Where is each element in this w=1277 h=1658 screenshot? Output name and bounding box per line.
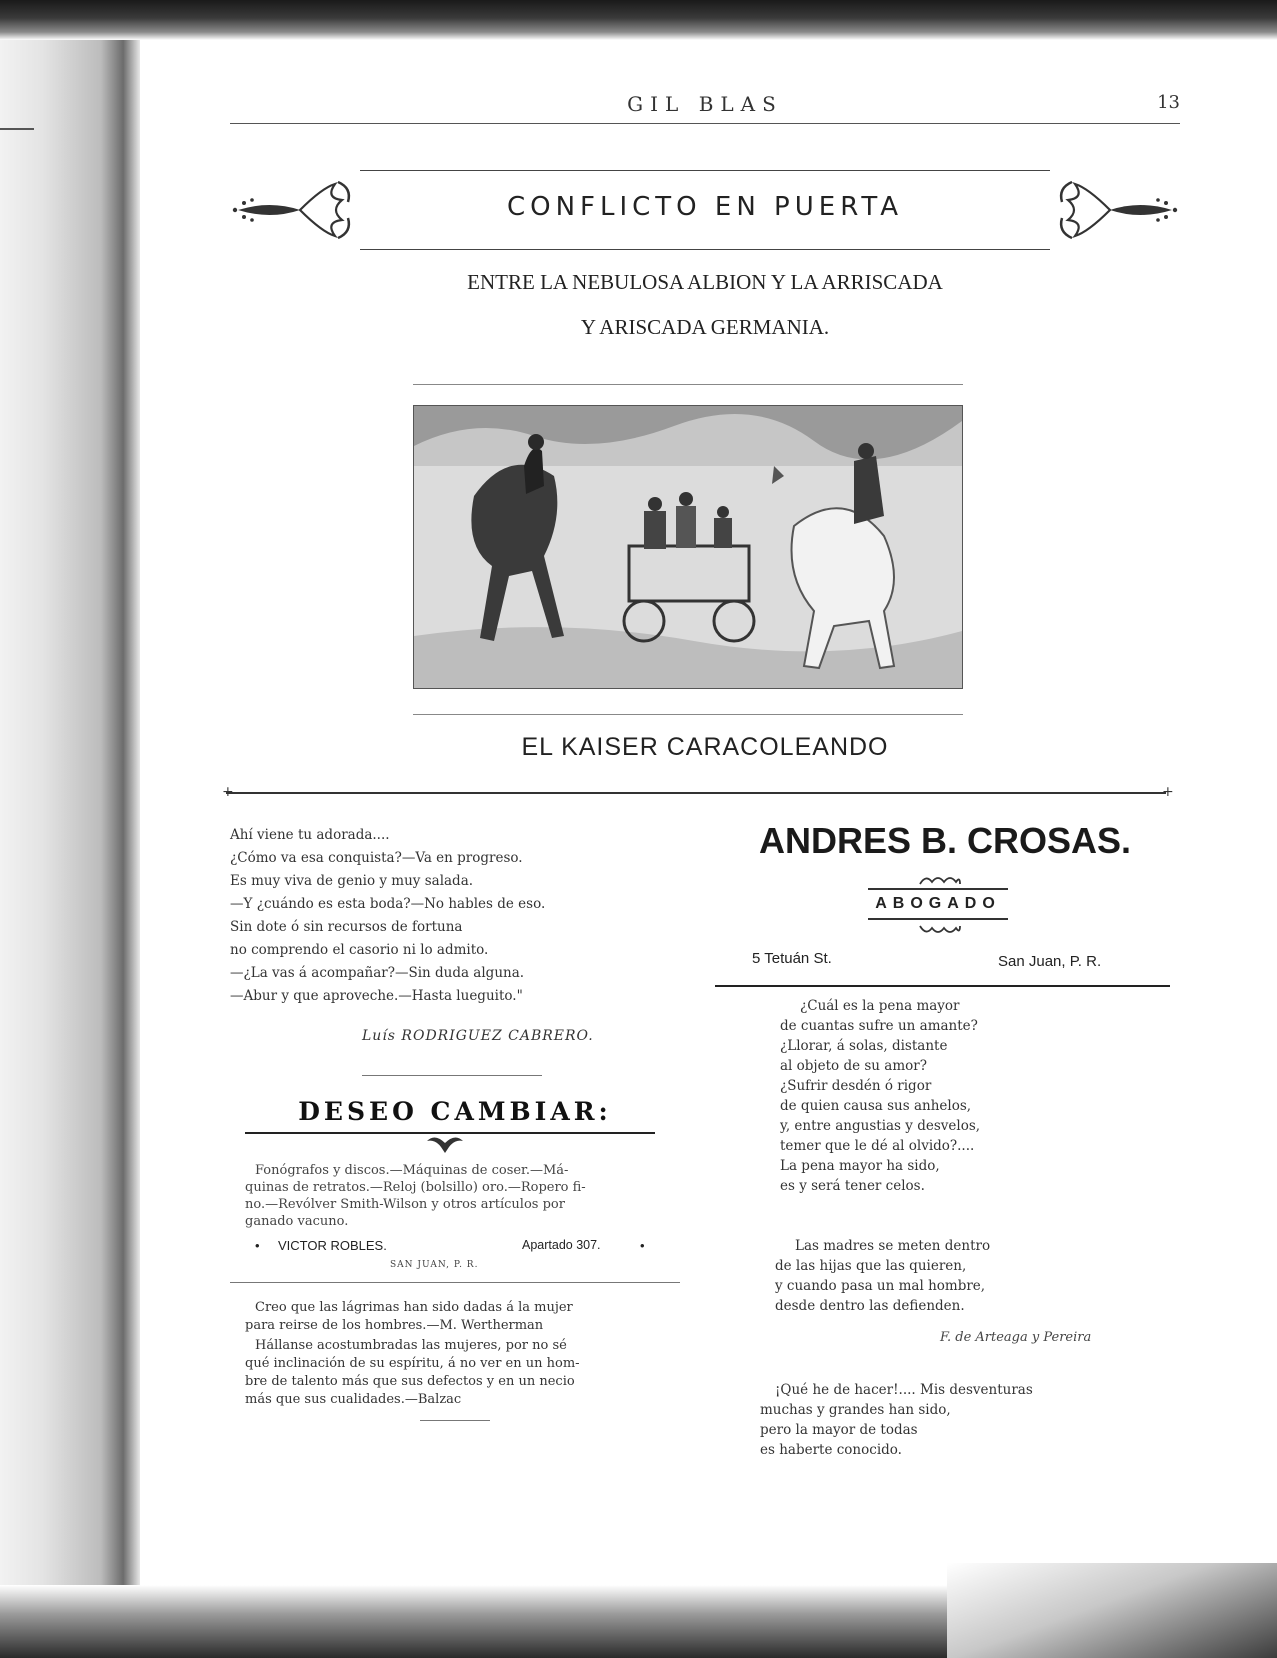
ad-title-rule [245,1132,655,1134]
ad-line: Fonógrafos y discos.—Máquinas de coser.—Má- [255,1163,569,1178]
lawyer-name: ANDRES B. CROSAS. [758,820,1132,861]
article-title: CONFLICTO EN PUERTA [506,192,904,222]
profession-rule-top [868,888,1008,890]
left-flourish-icon [230,178,365,242]
verse-line: ¿Cuál es la pena mayor [800,998,960,1014]
bottom-scroll-ornament-icon [918,922,962,938]
verse-line: ¿Sufrir desdén ó rigor [780,1078,932,1094]
verse-line: de quien causa sus anhelos, [780,1098,972,1114]
poem-author: Luís RODRIGUEZ CABRERO. [362,1028,594,1044]
lawyer-city: San Juan, P. R. [998,953,1102,970]
book-gutter-shadow [0,0,140,1658]
quote-line: Hállanse acostumbradas las mujeres, por no sé [255,1338,567,1353]
section-rule [362,1075,542,1076]
poem-line: —Y ¿cuándo es esta boda?—No hables de eso. [230,896,546,912]
article-banner [230,170,1180,250]
quote-line: para reirse de los hombres.—M. Wertherman [245,1318,544,1333]
right-flourish-icon [1045,178,1180,242]
poem-line: —Abur y que aproveche.—Hasta lueguito." [230,988,523,1004]
verse-author: F. de Arteaga y Pereira [940,1330,1092,1345]
ad-bullet-icon: • [640,1238,645,1253]
ad-line: ganado vacuno. [245,1214,349,1229]
header-rule [230,123,1180,124]
fleuron-icon [425,1135,465,1155]
page-curl [947,1563,1277,1658]
verse-line: y cuando pasa un mal hombre, [775,1278,986,1294]
verse-line: ¡Qué he de hacer!.... Mis desventuras [775,1382,1033,1398]
subtitle-line-1: ENTRE LA NEBULOSA ALBION Y LA ARRISCADA [467,270,943,294]
poem-line: no comprendo el casorio ni lo admito. [230,942,489,958]
ad-city: SAN JUAN, P. R. [390,1260,479,1270]
illustration-top-rule [413,384,963,385]
verse-line: de las hijas que las quieren, [775,1258,967,1274]
ad-contact-name: VICTOR ROBLES. [278,1238,387,1253]
lawyer-profession: ABOGADO [875,895,1001,912]
kaiser-illustration [413,405,963,689]
quote-line: Creo que las lágrimas han sido dadas á la mujer [255,1300,573,1315]
verse-line: Las madres se meten dentro [795,1238,991,1254]
quote-line: más que sus cualidades.—Balzac [245,1392,462,1407]
top-scroll-ornament-icon [918,872,962,888]
verse-line: desde dentro las defienden. [775,1298,965,1314]
ad-post-box: Apartado 307. [522,1238,601,1252]
lawyer-address: 5 Tetuán St. [752,950,832,967]
engraving-image [414,406,962,688]
ad-title: DESEO CAMBIAR: [298,1097,612,1126]
poem-line: Sin dote ó sin recursos de fortuna [230,919,463,935]
quote-line: bre de talento más que sus defectos y en un necio [245,1374,575,1389]
lawyer-card-rule [715,985,1170,987]
margin-mark [0,128,34,130]
magazine-title: GIL BLAS [627,92,783,116]
ad-line: no.—Revólver Smith-Wilson y otros artículos por [245,1197,565,1212]
verse-line: muchas y grandes han sido, [760,1402,951,1418]
section-rule [230,1282,680,1283]
quote-line: qué inclinación de su espíritu, á no ver en un hom- [245,1356,580,1371]
verse-line: de cuantas sufre un amante? [780,1018,978,1034]
illustration-caption: EL KAISER CARACOLEANDO [521,733,889,761]
cross-ornament-icon: + [1162,784,1174,800]
verse-line: pero la mayor de todas [760,1422,918,1438]
verse-line: es y será tener celos. [780,1178,925,1194]
cross-ornament-icon: + [222,784,234,800]
verse-line: ¿Llorar, á solas, distante [780,1038,948,1054]
illustration-bottom-rule [413,714,963,715]
section-rule [420,1420,490,1421]
scan-top-edge [0,0,1277,40]
poem-line: Ahí viene tu adorada.... [230,827,390,843]
verse-line: temer que le dé al olvido?.... [780,1138,975,1154]
profession-rule-bottom [868,918,1008,920]
column-divider-rule [226,792,1166,794]
subtitle-line-2: Y ARISCADA GERMANIA. [580,315,830,339]
ad-bullet-icon: • [255,1238,260,1253]
verse-line: al objeto de su amor? [780,1058,927,1074]
poem-line: Es muy viva de genio y muy salada. [230,873,474,889]
page-number: 13 [1157,92,1180,113]
running-header [230,92,1180,122]
verse-line: es haberte conocido. [760,1442,902,1458]
verse-line: y, entre angustias y desvelos, [780,1118,981,1134]
verse-line: La pena mayor ha sido, [780,1158,940,1174]
poem-line: —¿La vas á acompañar?—Sin duda alguna. [230,965,525,981]
poem-line: ¿Cómo va esa conquista?—Va en progreso. [230,850,523,866]
ad-line: quinas de retratos.—Reloj (bolsillo) oro.—Ropero fi- [245,1180,586,1195]
